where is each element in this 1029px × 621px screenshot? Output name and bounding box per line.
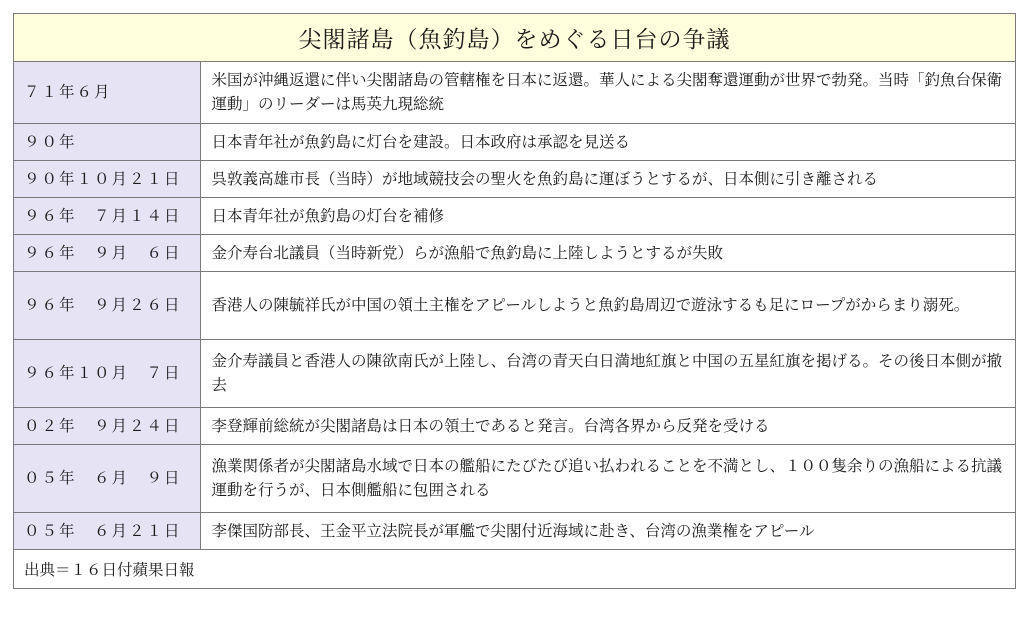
- timeline-table: [14, 62, 1015, 550]
- row-date: ９６年１０月 ７日: [14, 339, 200, 407]
- table-row: [14, 512, 1015, 549]
- table-row: [14, 197, 1015, 234]
- row-date: ７１年６月: [14, 62, 200, 123]
- table-title: 尖閣諸島（魚釣島）をめぐる日台の争議: [14, 14, 1015, 62]
- table-row: [14, 271, 1015, 339]
- table-row: [14, 339, 1015, 407]
- table-row: [14, 407, 1015, 444]
- row-date: ９０年: [14, 123, 200, 160]
- source-note: 出典＝１６日付蘋果日報: [24, 560, 195, 579]
- row-date: ９６年 ９月２６日: [14, 271, 200, 339]
- table-row: [14, 234, 1015, 271]
- row-event: 米国が沖縄返還に伴い尖閣諸島の管轄権を日本に返還。華人による尖閣奪還運動が世界で勃発。当時「釣魚台保衛運動」のリーダーは馬英九現総統: [200, 62, 1015, 123]
- dispute-table-frame: [13, 13, 1016, 589]
- table-row: [14, 160, 1015, 197]
- row-date: ９０年１０月２１日: [14, 160, 200, 197]
- row-date: ９６年 ７月１４日: [14, 197, 200, 234]
- table-row: [14, 62, 1015, 123]
- row-event: 香港人の陳毓祥氏が中国の領土主権をアピールしようと魚釣島周辺で遊泳するも足にロープがからまり溺死。: [200, 271, 1015, 339]
- row-event: 金介寿議員と香港人の陳欲南氏が上陸し、台湾の青天白日満地紅旗と中国の五星紅旗を掲げる。その後日本側が撤去: [200, 339, 1015, 407]
- row-event: 漁業関係者が尖閣諸島水域で日本の艦船にたびたび追い払われることを不満とし、１００隻余りの漁船による抗議運動を行うが、日本側艦船に包囲される: [200, 444, 1015, 512]
- table-row: [14, 444, 1015, 512]
- row-event: 日本青年社が魚釣島に灯台を建設。日本政府は承認を見送る: [200, 123, 1015, 160]
- row-event: 李傑国防部長、王金平立法院長が軍艦で尖閣付近海域に赴き、台湾の漁業権をアピール: [200, 512, 1015, 549]
- row-event: 金介寿台北議員（当時新党）らが漁船で魚釣島に上陸しようとするが失敗: [200, 234, 1015, 271]
- table-row: [14, 123, 1015, 160]
- row-date: ０２年 ９月２４日: [14, 407, 200, 444]
- row-event: 呉敦義高雄市長（当時）が地域競技会の聖火を魚釣島に運ぼうとするが、日本側に引き離される: [200, 160, 1015, 197]
- row-date: ９６年 ９月 ６日: [14, 234, 200, 271]
- row-date: ０５年 ６月２１日: [14, 512, 200, 549]
- row-event: 李登輝前総統が尖閣諸島は日本の領土であると発言。台湾各界から反発を受ける: [200, 407, 1015, 444]
- row-event: 日本青年社が魚釣島の灯台を補修: [200, 197, 1015, 234]
- row-date: ０５年 ６月 ９日: [14, 444, 200, 512]
